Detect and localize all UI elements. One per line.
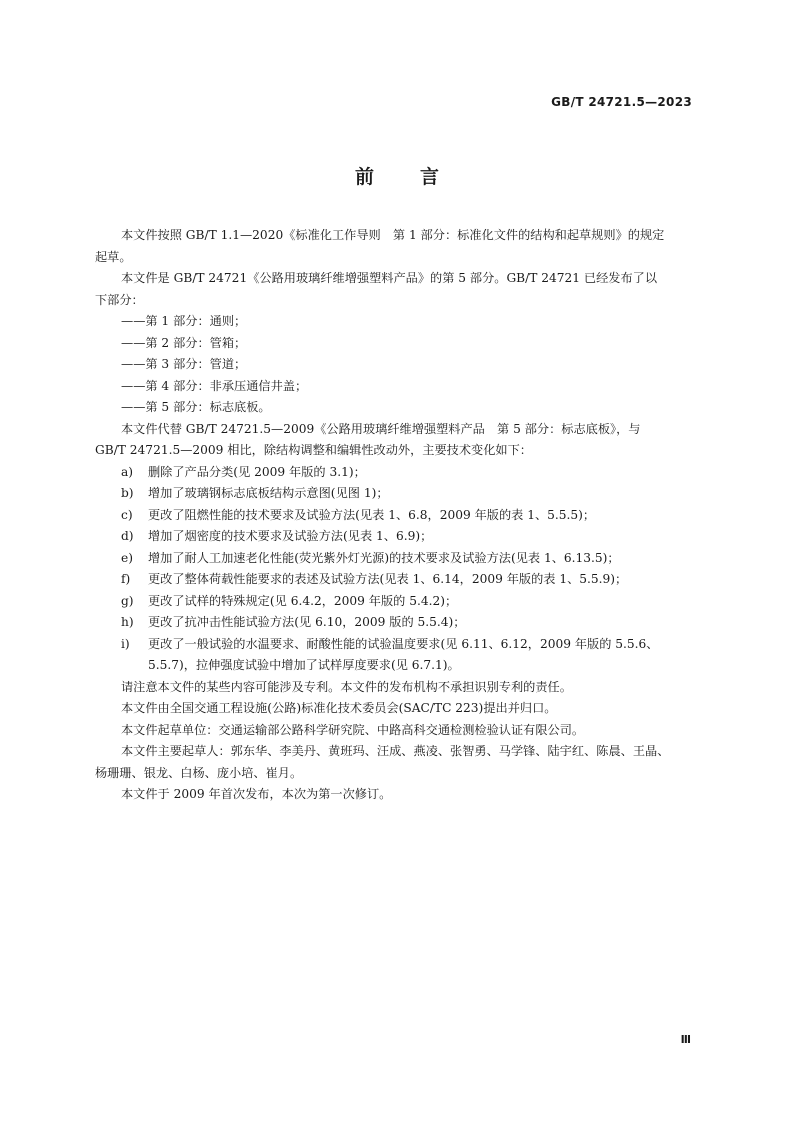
change-list-item bbox=[95, 483, 717, 505]
change-list-item bbox=[95, 612, 717, 634]
list-item-text: 增加了玻璃钢标志底板结构示意图(见图 1)； bbox=[148, 486, 389, 500]
list-marker: f) bbox=[121, 572, 131, 586]
part-list-item: ——第 2 部分：管箱； bbox=[121, 335, 247, 350]
page-title: 前言 bbox=[354, 166, 485, 188]
paragraph-drafters-line2: 杨珊珊、银龙、白杨、庞小培、崔月。 bbox=[95, 765, 303, 780]
list-item-text: 删除了产品分类(见 2009 年版的 3.1)； bbox=[148, 464, 366, 479]
list-marker: d) bbox=[121, 529, 134, 543]
list-marker: c) bbox=[121, 507, 133, 522]
paragraph-series-parts-line2: 下部分： bbox=[95, 292, 144, 307]
paragraph-patent-notice: 请注意本文件的某些内容可能涉及专利。本文件的发布机构不承担识别专利的责任。 bbox=[121, 679, 572, 694]
paragraph-replaces-line1: 本文件代替 GB/T 24721.5—2009《公路用玻璃纤维增强塑料产品 第 5 部分：标志底板》，与 bbox=[121, 421, 641, 436]
change-list-item bbox=[95, 462, 717, 484]
list-marker: e) bbox=[121, 550, 133, 565]
paragraph-drafting-rules-line1: 本文件按照 GB/T 1.1—2020《标准化工作导则 第 1 部分：标准化文件的结构和起草规则》的规定 bbox=[121, 228, 665, 242]
preface-body bbox=[95, 225, 717, 806]
list-marker: a) bbox=[121, 464, 134, 479]
list-marker: h) bbox=[121, 615, 134, 629]
part-list-item: ——第 1 部分：通则； bbox=[121, 314, 247, 328]
list-item-text: 更改了整体荷载性能要求的表述及试验方法(见表 1、6.14，2009 年版的表 1、5.5.9)； bbox=[148, 572, 628, 586]
list-item-text: 更改了一般试验的水温要求、耐酸性能的试验温度要求(见 6.11、6.12，2009 年版的 5.5.6、 bbox=[148, 636, 659, 651]
list-item-text: 更改了试样的特殊规定(见 6.4.2，2009 年版的 5.4.2)； bbox=[148, 593, 458, 608]
part-list-item: ——第 5 部分：标志底板。 bbox=[121, 400, 271, 414]
list-item-text: 更改了阻燃性能的技术要求及试验方法(见表 1、6.8，2009 年版的表 1、5.5.5)； bbox=[148, 507, 596, 522]
paragraph-publication-history: 本文件于 2009 年首次发布，本次为第一次修订。 bbox=[121, 787, 392, 801]
change-list-item bbox=[95, 505, 717, 527]
change-list-item bbox=[95, 591, 717, 613]
part-list-item: ——第 3 部分：管道； bbox=[121, 357, 247, 371]
change-list-item bbox=[95, 548, 717, 570]
list-marker: i) bbox=[121, 636, 130, 651]
change-list-item-continuation: 5.5.7)，拉伸强度试验中增加了试样厚度要求(见 6.7.1)。 bbox=[148, 658, 460, 672]
paragraph-series-parts-line1: 本文件是 GB/T 24721《公路用玻璃纤维增强塑料产品》的第 5 部分。GB/T 24721 已经发布了以 bbox=[121, 271, 658, 285]
page-number: Ⅲ bbox=[680, 1033, 691, 1046]
paragraph-drafting-rules-line2: 起草。 bbox=[95, 249, 132, 264]
part-list-item: ——第 4 部分：非承压通信井盖； bbox=[121, 378, 308, 393]
change-list-item bbox=[95, 526, 717, 548]
list-marker: b) bbox=[121, 486, 134, 500]
change-list-item bbox=[95, 634, 717, 656]
list-item-text: 增加了耐人工加速老化性能(荧光紫外灯光源)的技术要求及试验方法(见表 1、6.13.5)； bbox=[148, 550, 620, 565]
change-list-item bbox=[95, 569, 717, 591]
list-item-text: 更改了抗冲击性能试验方法(见 6.10，2009 版的 5.5.4)； bbox=[148, 615, 466, 629]
list-item-text: 增加了烟密度的技术要求及试验方法(见表 1、6.9)； bbox=[148, 529, 433, 543]
list-marker: g) bbox=[121, 593, 134, 608]
paragraph-drafters-line1: 本文件主要起草人：郭东华、李美丹、黄班玛、汪成、燕凌、张智勇、马学锋、陆宇红、陈晨、王晶、 bbox=[121, 744, 670, 758]
paragraph-drafting-units: 本文件起草单位：交通运输部公路科学研究院、中路高科交通检测检验认证有限公司。 bbox=[121, 722, 585, 737]
paragraph-replaces-line2: GB/T 24721.5—2009 相比，除结构调整和编辑性改动外，主要技术变化如下： bbox=[95, 443, 532, 457]
paragraph-proposer: 本文件由全国交通工程设施(公路)标准化技术委员会(SAC/TC 223)提出并归口。 bbox=[121, 701, 557, 715]
standard-number: GB/T 24721.5—2023 bbox=[551, 95, 692, 109]
